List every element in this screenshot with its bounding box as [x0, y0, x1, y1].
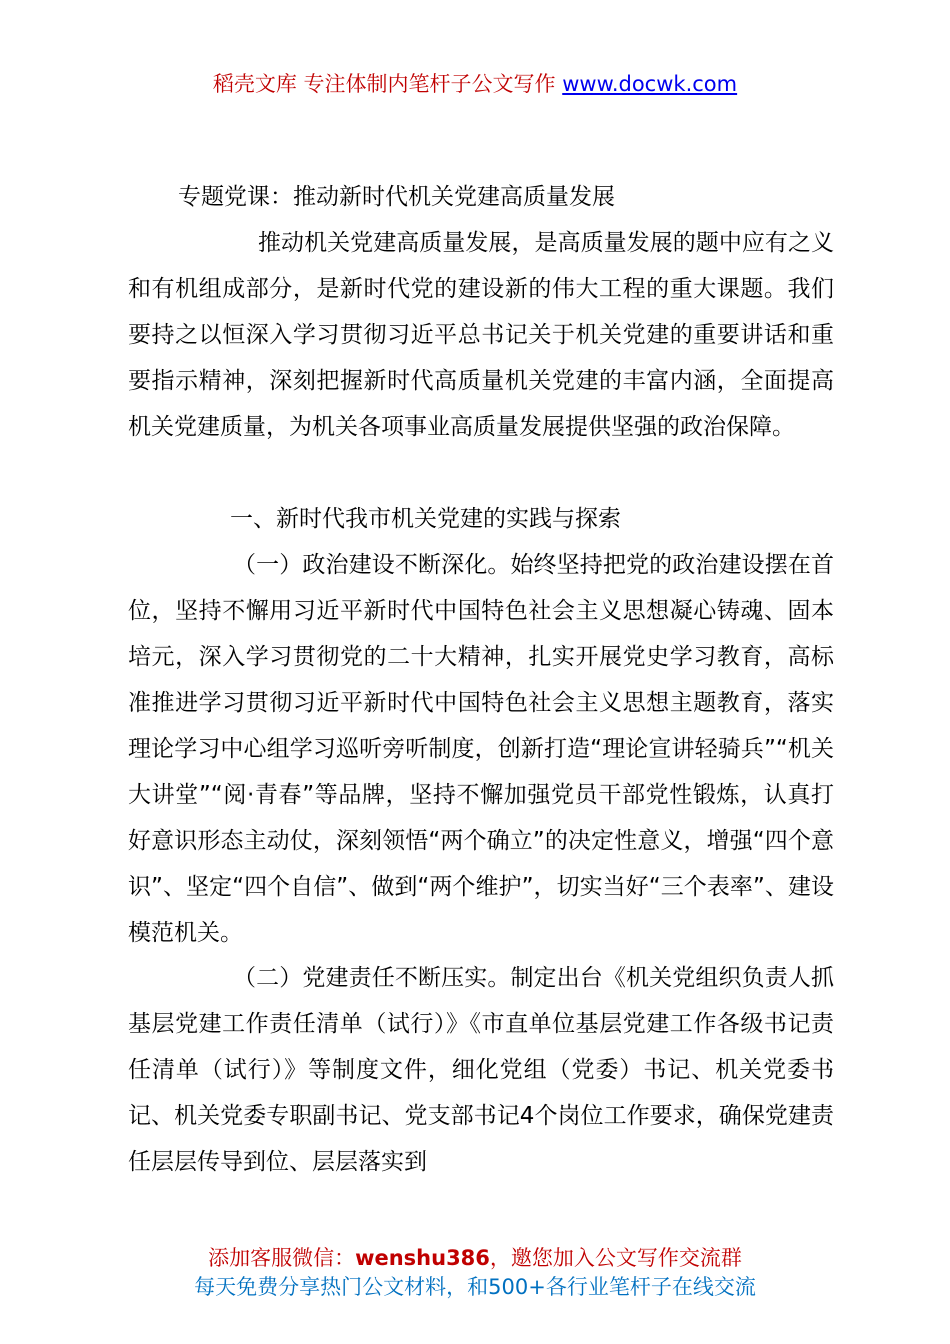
section-heading-1: 一、新时代我市机关党建的实践与探索	[230, 506, 621, 532]
footer-wechat-id: wenshu386	[355, 1246, 490, 1270]
site-url-link[interactable]: www.docwk.com	[562, 72, 738, 96]
footer-wechat-line	[0, 1242, 950, 1272]
footer-share-line: 每天免费分享热门公文材料，和500+各行业笔杆子在线交流	[194, 1275, 756, 1299]
document-title: 专题党课：推动新时代机关党建高质量发展	[178, 184, 615, 210]
footer-wechat-suffix: ，邀您加入公文写作交流群	[489, 1246, 742, 1270]
footer-wechat-prefix: 添加客服微信：	[208, 1246, 356, 1270]
paragraph-responsibility: （二）党建责任不断压实。制定出台《机关党组织负责人抓基层党建工作责任清单（试行）》《市直单位基层党建工作各级书记责任清单（试行）》等制度文件，细化党组（党委）书记、机关党委书记、机关党委专职副书记、党支部书记4个岗位工作要求，确保党建责任层层传导到位、层层落实到	[128, 965, 834, 1175]
paragraph-political-building: （一）政治建设不断深化。始终坚持把党的政治建设摆在首位，坚持不懈用习近平新时代中国特色社会主义思想凝心铸魂、固本培元，深入学习贯彻党的二十大精神，扎实开展党史学习教育，高标准推进学习贯彻习近平新时代中国特色社会主义思想主题教育，落实理论学习中心组学习巡听旁听制度，创新打造“理论宣讲轻骑兵”“机关大讲堂”“阅·青春”等品牌，坚持不懈加强党员干部党性锻炼，认真打好意识形态主动仗，深刻领悟“两个确立”的决定性意义，增强“四个意识”、坚定“四个自信”、做到“两个维护”，切实当好“三个表率”、建设模范机关。	[128, 552, 834, 946]
paragraph-intro: 推动机关党建高质量发展，是高质量发展的题中应有之义和有机组成部分，是新时代党的建设新的伟大工程的重大课题。我们要持之以恒深入学习贯彻习近平总书记关于机关党建的重要讲话和重要指示精神，深刻把握新时代高质量机关党建的丰富内涵，全面提高机关党建质量，为机关各项事业高质量发展提供坚强的政治保障。	[128, 230, 834, 440]
site-header-text: 稻壳文库 专注体制内笔杆子公文写作	[212, 72, 563, 96]
site-header	[0, 68, 950, 98]
